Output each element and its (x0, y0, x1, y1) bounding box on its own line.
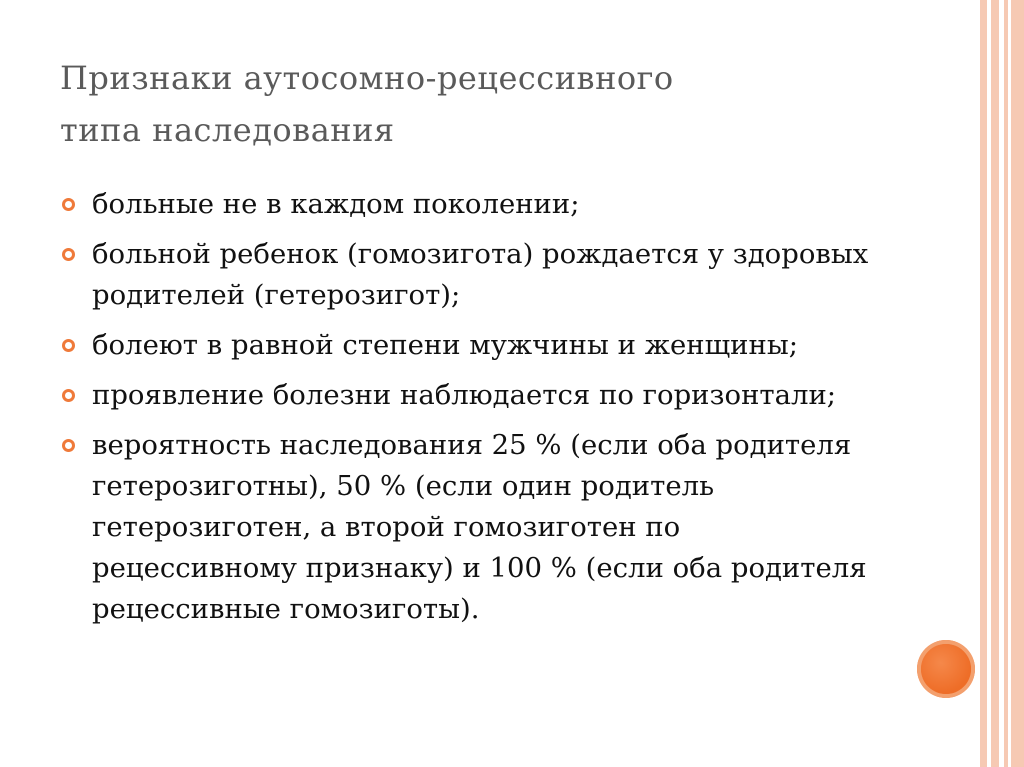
bullet-item (62, 325, 882, 366)
circle-bullet-icon (62, 439, 75, 452)
decorative-stripe (1011, 0, 1024, 767)
circle-bullet-icon (62, 248, 75, 261)
bullet-text: вероятность наследования 25 % (если оба родителя гетерозиготны), 50 % (если один родитель гетерозиготен, а второй гомозиготен по рецессивному признаку) и 100 % (если оба родителя рецессивные гомозиготы). (92, 429, 867, 625)
bullet-item (62, 375, 882, 416)
decorative-stripe (980, 0, 987, 767)
slide-title (60, 52, 940, 156)
bullet-item (62, 184, 882, 225)
decorative-stripe (991, 0, 999, 767)
slide-title-line-1: Признаки аутосомно-рецессивного (60, 59, 674, 97)
decorative-stripe (1004, 0, 1008, 767)
bullet-list (62, 184, 882, 630)
orange-circle-decoration-icon (917, 640, 975, 698)
circle-bullet-icon (62, 339, 75, 352)
bullet-text: больные не в каждом поколении; (92, 188, 580, 220)
bullet-item (62, 234, 882, 316)
circle-bullet-icon (62, 198, 75, 211)
bullet-text: больной ребенок (гомозигота) рождается у здоровых родителей (гетерозигот); (92, 238, 869, 311)
bullet-item (62, 425, 882, 630)
bullet-text: болеют в равной степени мужчины и женщины; (92, 329, 798, 361)
bullet-text: проявление болезни наблюдается по горизонтали; (92, 379, 837, 411)
slide-title-line-2: типа наследования (60, 111, 395, 149)
circle-bullet-icon (62, 389, 75, 402)
